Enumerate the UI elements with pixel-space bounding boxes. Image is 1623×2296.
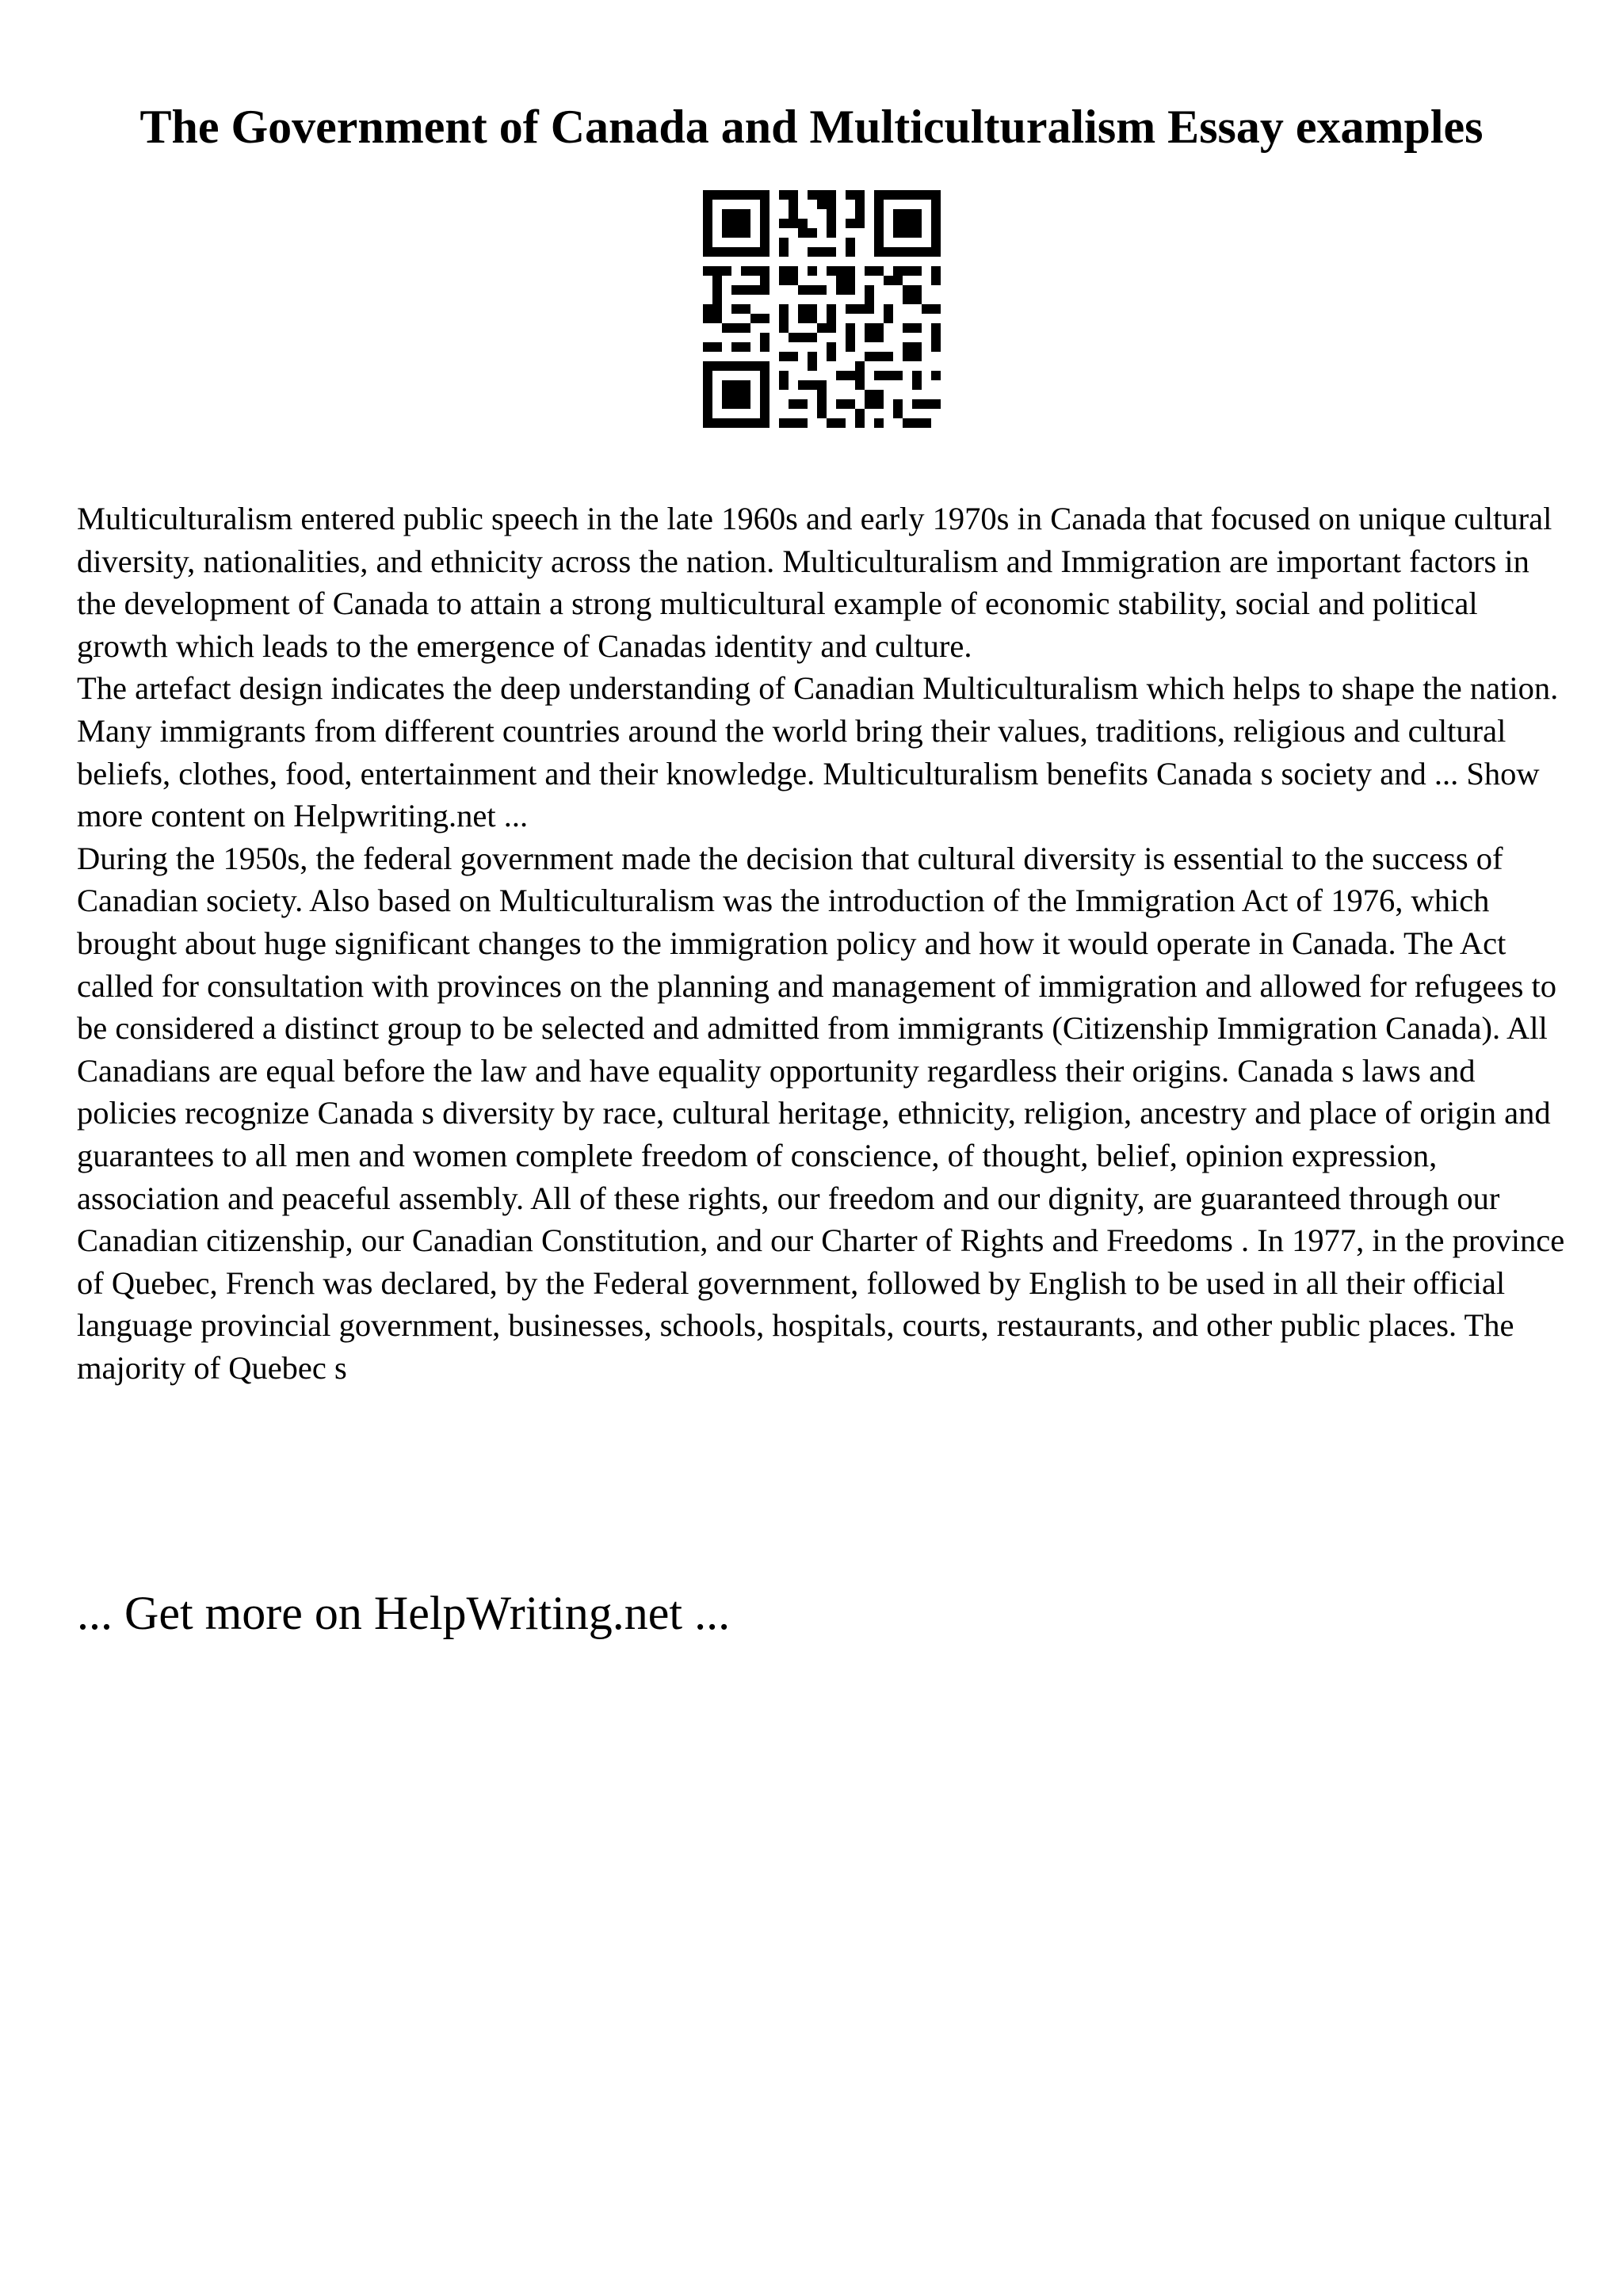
- qr-code-icon: [703, 190, 941, 428]
- document-title: The Government of Canada and Multiculturalism Essay examples: [139, 101, 1484, 153]
- essay-paragraph: The artefact design indicates the deep understanding of Canadian Multiculturalism which helps to shape the nation. Many immigrants from different countries around the world bring their values, traditions, religious and cultural beliefs, clothes, food, entertainment and their knowledge. Multiculturalism benefits Canada s society and ... Show more content on Helpwriting.net ...: [77, 670, 1559, 834]
- essay-paragraph: Multiculturalism entered public speech in the late 1960s and early 1970s in Canada that focused on unique cultural diversity, nationalities, and ethnicity across the nation. Multiculturalism and Immigration are important factors in the development of Canada to attain a strong multicultural example of economic stability, social and political growth which leads to the emergence of Canadas identity and culture.: [77, 501, 1552, 664]
- essay-paragraph: During the 1950s, the federal government made the decision that cultural diversity is essential to the success of Canadian society. Also based on Multiculturalism was the introduction of the Immigration Act of 1976, which brought about huge significant changes to the immigration policy and how it would operate in Canada. The Act called for consultation with provinces on the planning and management of immigration and allowed for refugees to be considered a distinct group to be selected and admitted from immigrants (Citizenship Immigration Canada). All Canadians are equal before the law and have equality opportunity regardless their origins. Canada s laws and policies recognize Canada s diversity by race, cultural heritage, ethnicity, religion, ancestry and place of origin and guarantees to all men and women complete freedom of conscience, of thought, belief, opinion expression, association and peaceful assembly. All of these rights, our freedom and our dignity, are guaranteed through our Canadian citizenship, our Canadian Constitution, and our Charter of Rights and Freedoms . In 1977, in the province of Quebec, French was declared, by the Federal government, followed by English to be used in all their official language provincial government, businesses, schools, hospitals, courts, restaurants, and other public places. The majority of Quebec s: [77, 840, 1565, 1386]
- essay-body: [77, 498, 1567, 1389]
- get-more-link[interactable]: ... Get more on HelpWriting.net ...: [77, 1587, 731, 1639]
